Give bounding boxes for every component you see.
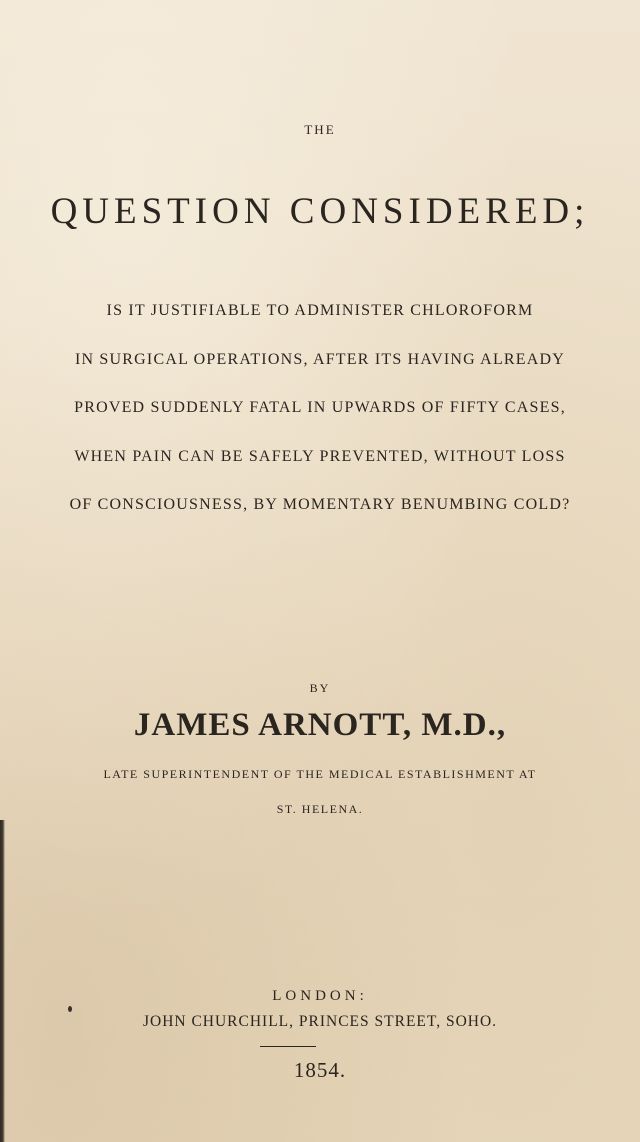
subtitle-line: PROVED SUDDENLY FATAL IN UPWARDS OF FIFTY CASES,: [74, 399, 566, 416]
author-name: JAMES ARNOTT, M.D.,: [133, 707, 507, 743]
author-affiliation: LATE SUPERINTENDENT OF THE MEDICAL ESTABLISHMENT AT: [103, 767, 537, 781]
subtitle-line: OF CONSCIOUSNESS, BY MOMENTARY BENUMBING COLD?: [69, 496, 571, 513]
author-affiliation: ST. HELENA.: [276, 802, 364, 816]
imprint-year: 1854.: [293, 1058, 347, 1082]
pretitle: THE: [304, 122, 336, 137]
imprint-publisher: JOHN CHURCHILL, PRINCES STREET, SOHO.: [142, 1013, 498, 1030]
imprint-place: LONDON:: [272, 988, 368, 1004]
subtitle-line: WHEN PAIN CAN BE SAFELY PREVENTED, WITHOUT LOSS: [74, 448, 566, 465]
subtitle-line: IN SURGICAL OPERATIONS, AFTER ITS HAVING ALREADY: [74, 351, 566, 368]
subtitle-line: IS IT JUSTIFIABLE TO ADMINISTER CHLOROFORM: [106, 302, 534, 319]
ink-spot: [68, 1006, 72, 1012]
byline: BY: [309, 681, 331, 695]
book-title: QUESTION CONSIDERED;: [50, 191, 590, 232]
page-edge-shadow: [0, 820, 5, 1142]
divider-rule: [260, 1046, 316, 1047]
